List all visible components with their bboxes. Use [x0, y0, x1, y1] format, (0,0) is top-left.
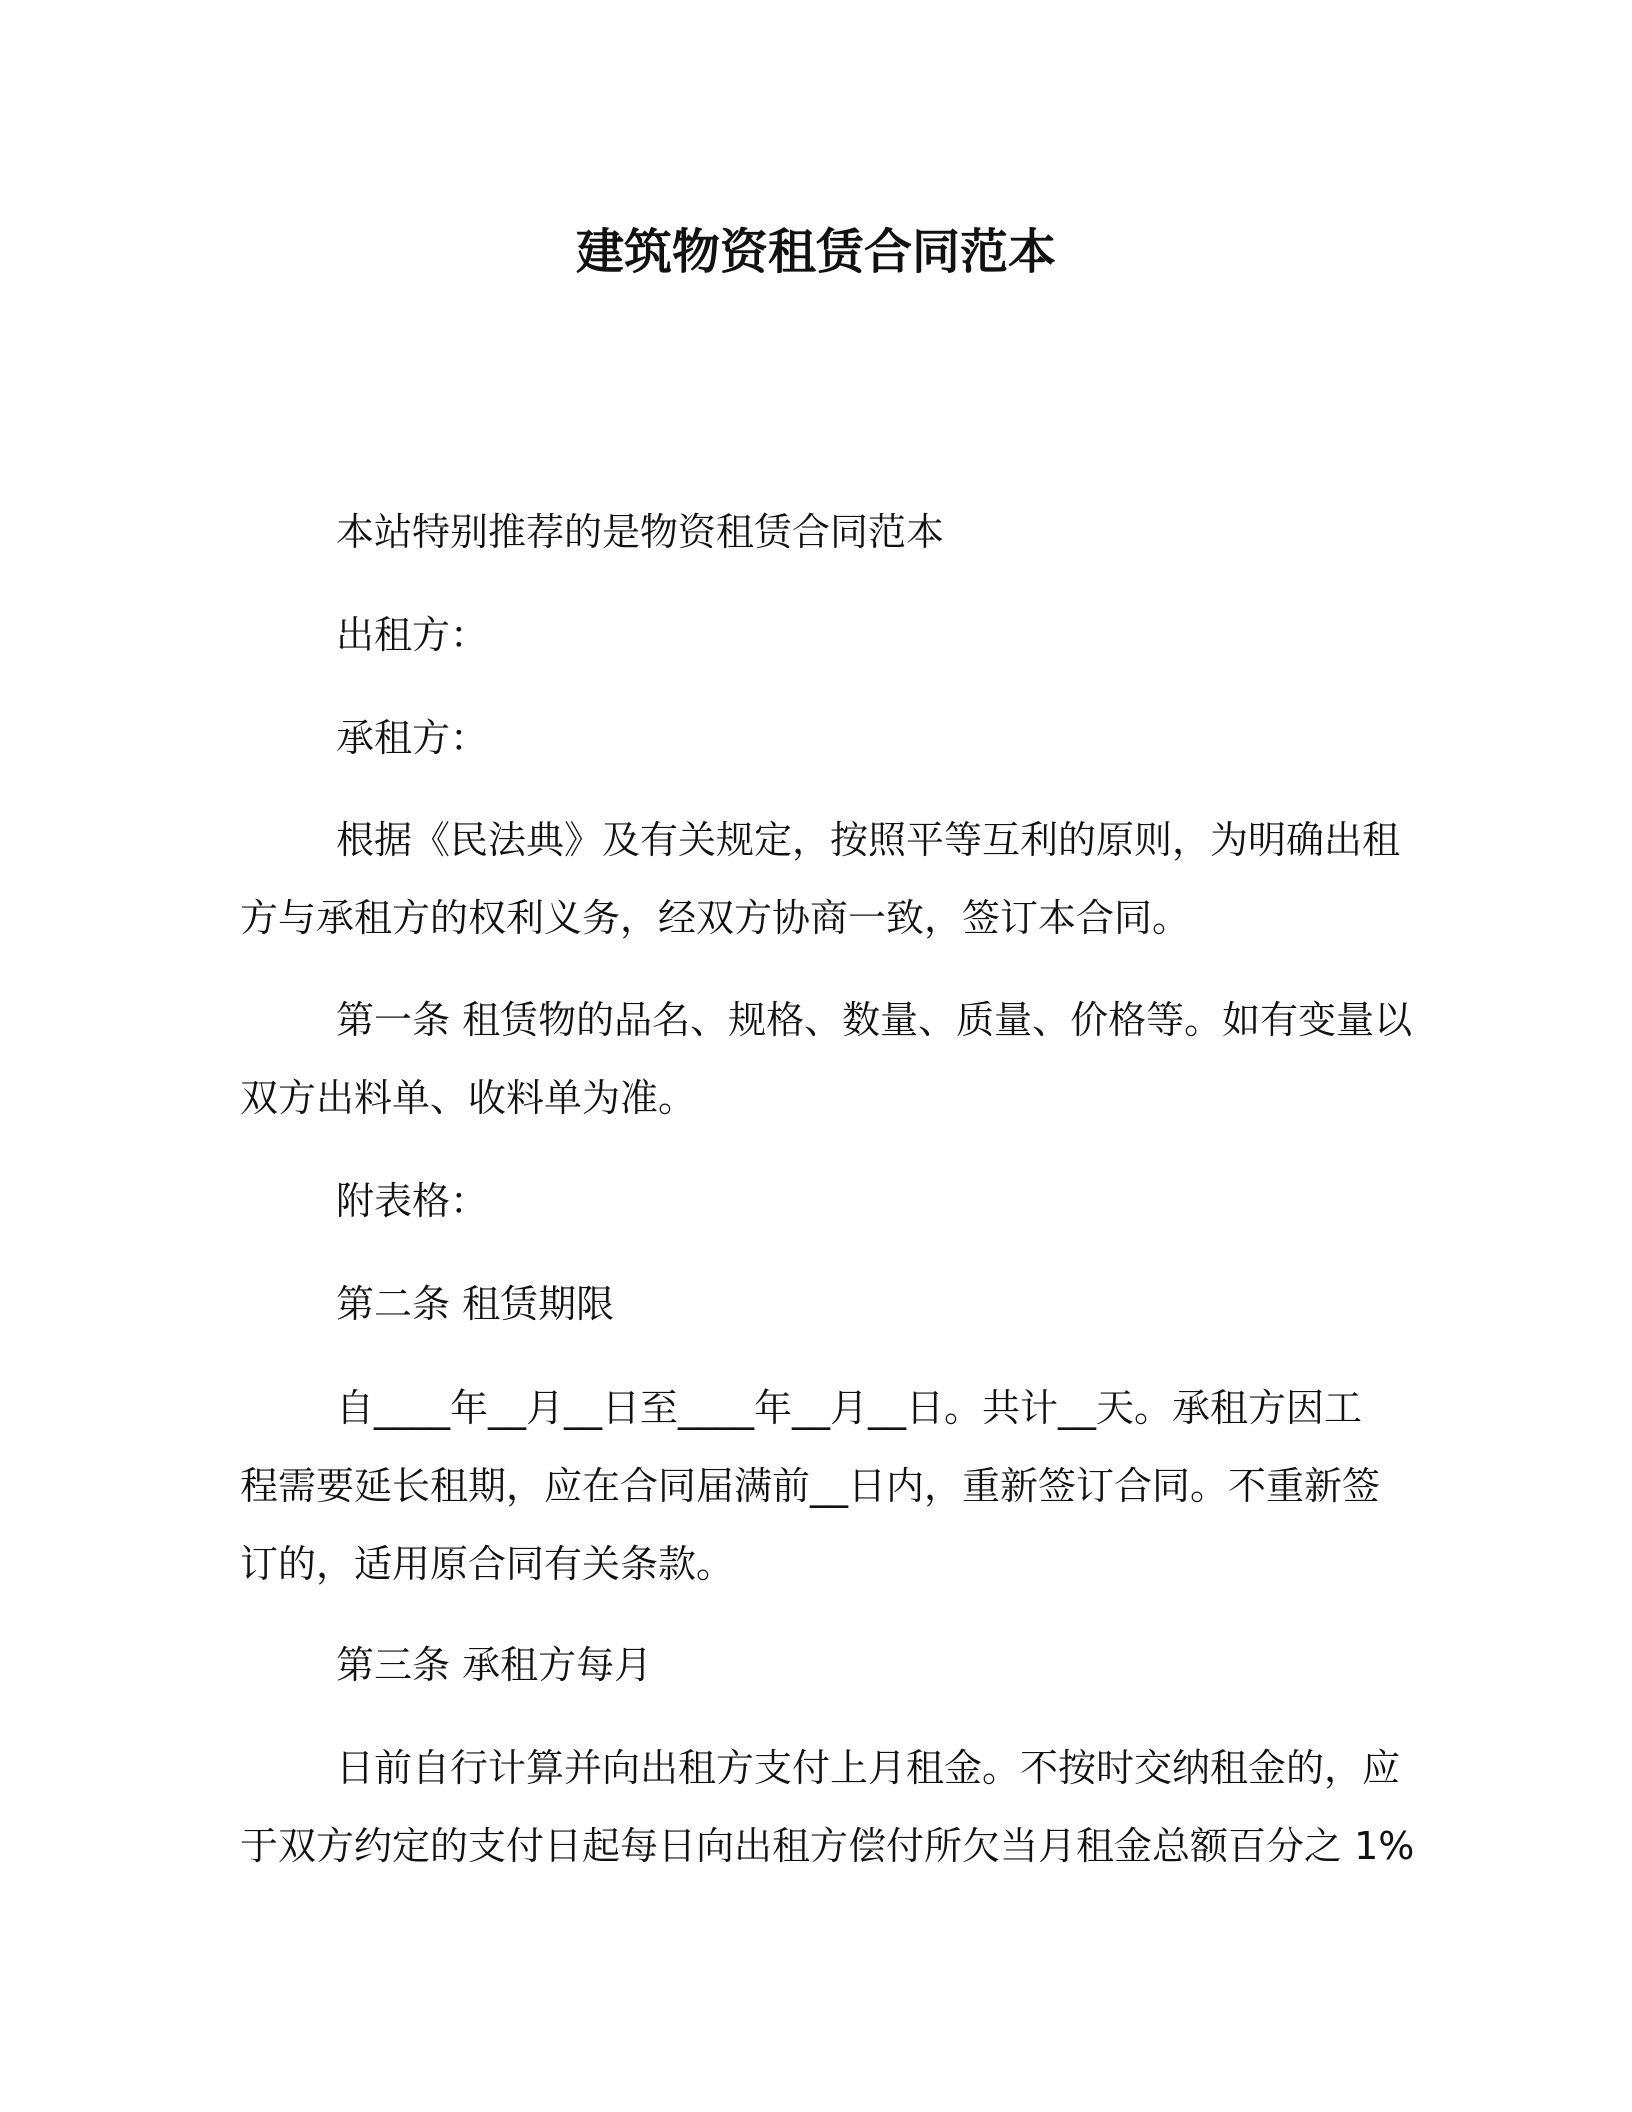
- paragraph-line: 第一条 租赁物的品名、规格、数量、质量、价格等。如有变量以: [336, 998, 1413, 1042]
- paragraph-preamble: [240, 801, 1401, 957]
- paragraph-article-3-heading: [240, 1626, 1380, 1704]
- paragraph-line: 于双方约定的支付日起每日向出租方偿付所欠当月租金总额百分之 1%: [240, 1824, 1415, 1868]
- paragraph-line: 第三条 承租方每月: [336, 1643, 653, 1687]
- paragraph-line: 程需要延长租期，应在合同届满前__日内，重新签订合同。不重新签: [240, 1464, 1381, 1508]
- paragraph-line: 附表格：: [336, 1179, 489, 1223]
- paragraph-lessee: [240, 699, 1380, 777]
- paragraph-article-3-body: [240, 1729, 1415, 1885]
- paragraph-line: 方与承租方的权利义务，经双方协商一致，签订本合同。: [240, 896, 1191, 940]
- paragraph-intro: [240, 493, 1380, 571]
- paragraph-article-2-body: [240, 1369, 1380, 1603]
- paragraph-attachment: [240, 1162, 1380, 1240]
- paragraph-line: 订的，适用原合同有关条款。: [240, 1542, 735, 1586]
- paragraph-line: 自____年__月__日至____年__月__日。共计__天。承租方因工: [336, 1386, 1363, 1430]
- paragraph-article-1: [240, 981, 1413, 1137]
- paragraph-line: 出租方：: [336, 613, 489, 657]
- paragraph-line: 承租方：: [336, 716, 489, 760]
- paragraph-lessor: [240, 596, 1380, 674]
- paragraph-line: 本站特别推荐的是物资租赁合同范本: [336, 510, 945, 554]
- paragraph-line: 双方出料单、收料单为准。: [240, 1076, 697, 1120]
- document-title: 建筑物资租赁合同范本: [575, 224, 1056, 280]
- paragraph-article-2-heading: [240, 1265, 1380, 1343]
- paragraph-line: 日前自行计算并向出租方支付上月租金。不按时交纳租金的，应: [336, 1746, 1401, 1790]
- paragraph-line: 第二条 租赁期限: [336, 1282, 615, 1326]
- paragraph-line: 根据《民法典》及有关规定，按照平等互利的原则，为明确出租: [336, 818, 1401, 862]
